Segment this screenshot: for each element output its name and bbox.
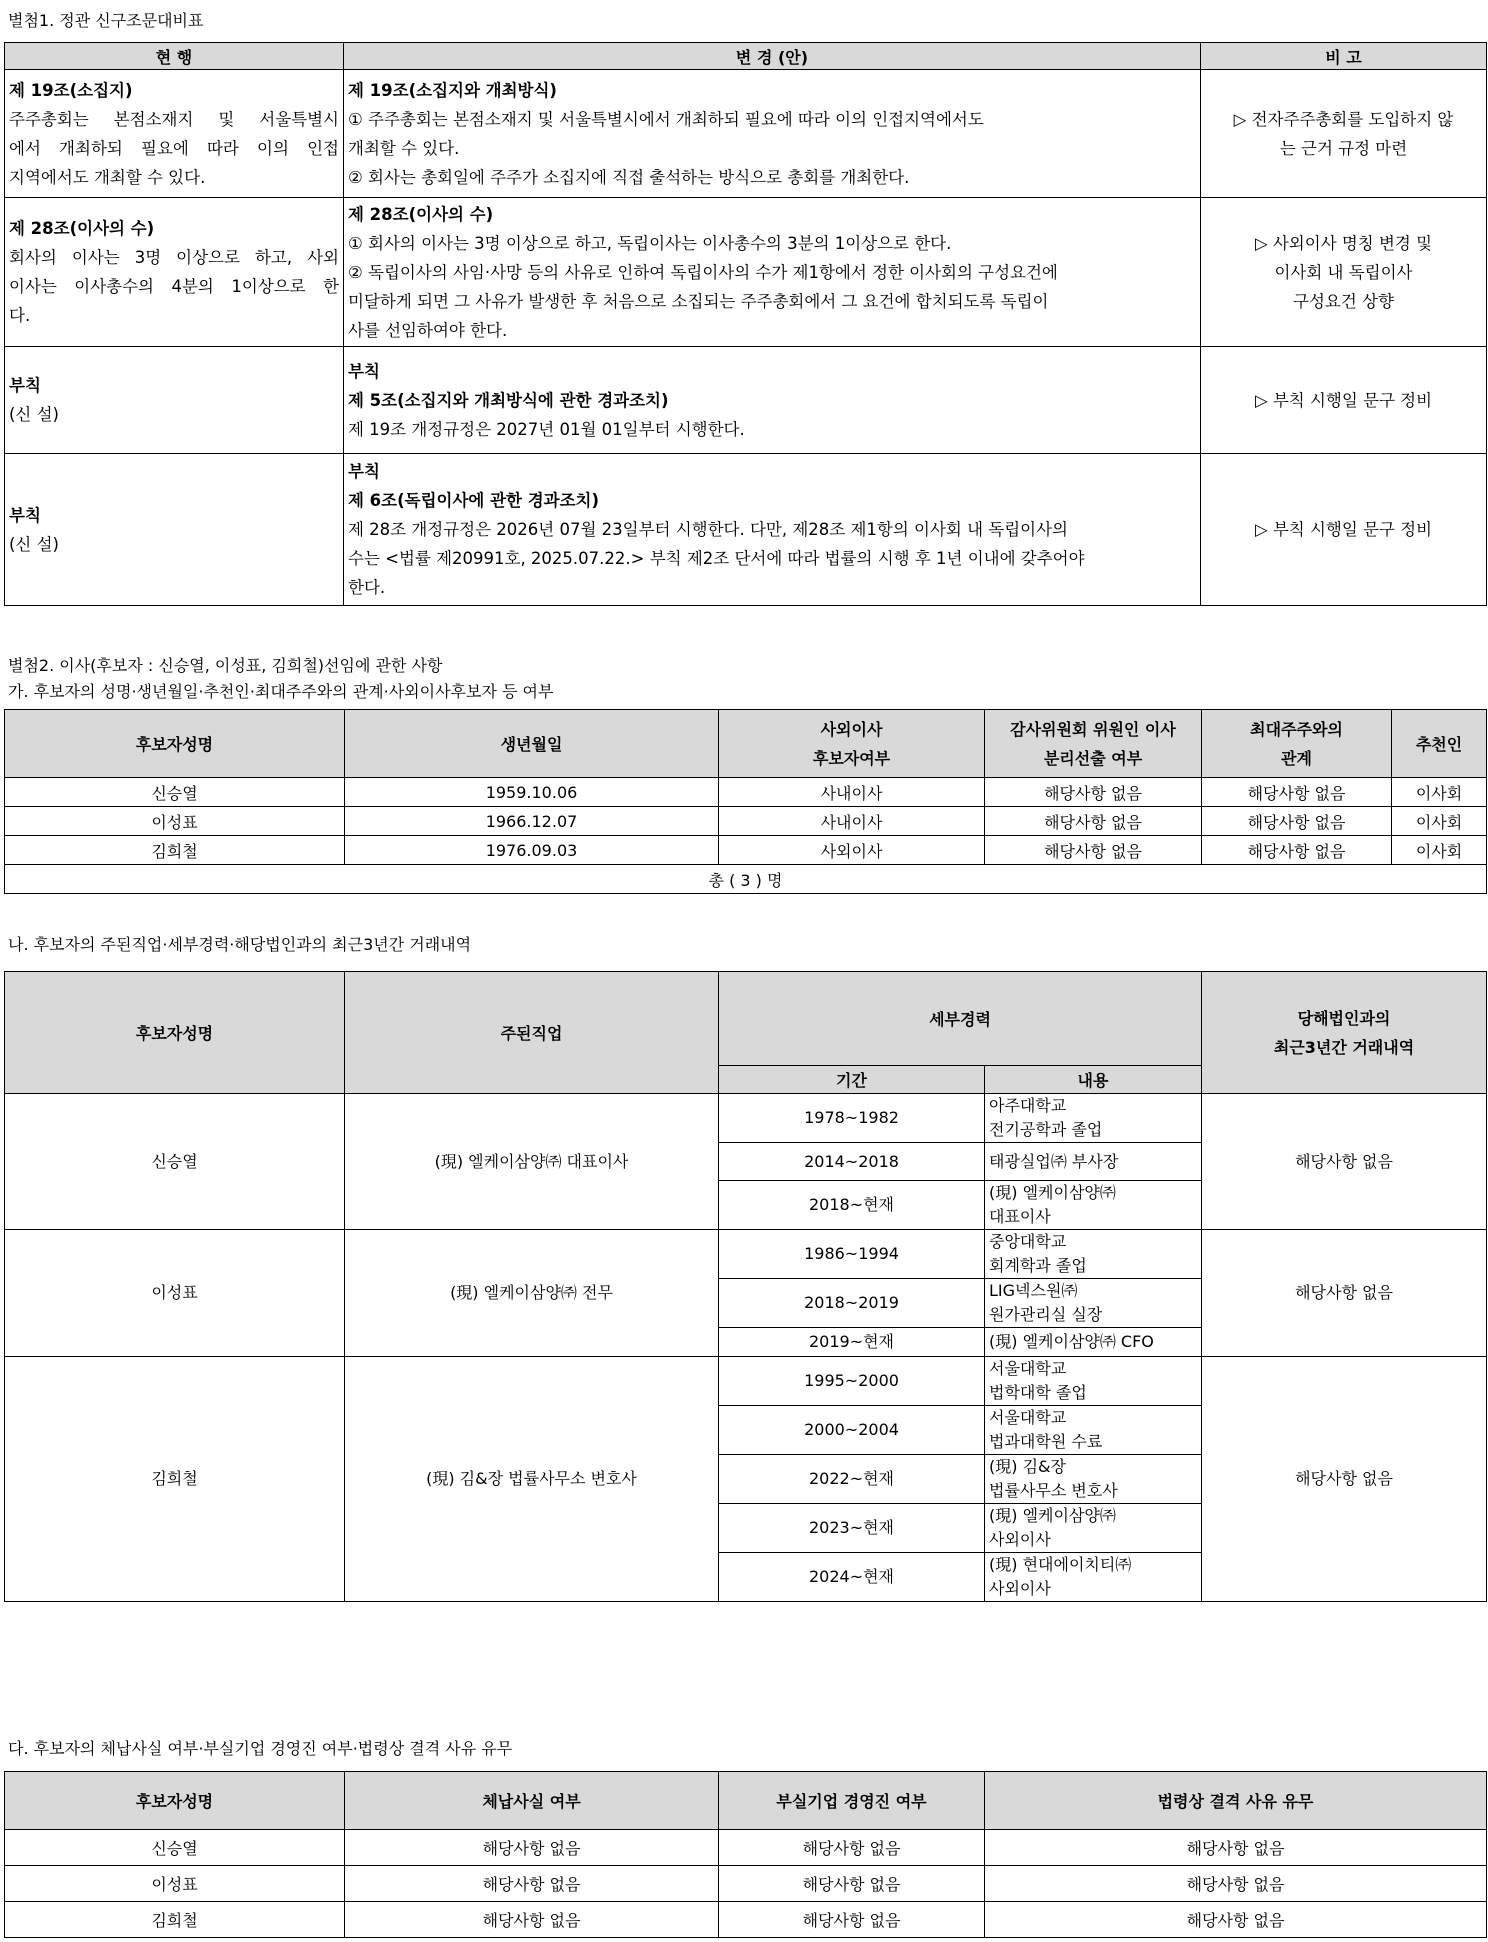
candidate-info-table [4,709,1487,894]
header-text: 후보자여부 [812,748,891,768]
change-subtitle: 제 5조(소집지와 개최방식에 관한 경과조치) [348,390,669,410]
header-career: 세부경력 [719,972,1202,1066]
change-cell [344,347,1201,454]
career-content-line: 태광실업㈜ 부사장 [989,1151,1119,1171]
career-period: 2000~2004 [719,1406,985,1455]
change-line: ② 독립이사의 사임·사망 등의 사유로 인하여 독립이사의 수가 제1항에서 정한 이사회의 구성요건에 [348,262,1058,282]
note-line: ▷ 부칙 시행일 문구 정비 [1254,390,1433,410]
section2-title: 별첨2. 이사(후보자 : 신승열, 이성표, 김희철)선임에 관한 사항 [8,656,443,675]
header-text: 감사위원회 위원인 이사 [1010,719,1176,739]
career-period: 2024~현재 [719,1553,985,1602]
header-job: 주된직업 [345,972,719,1094]
career-content-line: LIG넥스원㈜ [989,1281,1078,1300]
current-line: 이사는 이사총수의 4분의 1이상으로 한 [9,277,339,296]
career-content-line: 법과대학원 수료 [989,1432,1103,1451]
career-content-line: (現) 엘케이삼양㈜ [989,1183,1116,1202]
table-row [5,778,1487,807]
change-line: ① 회사의 이사는 3명 이상으로 하고, 독립이사는 이사총수의 3분의 1이상으로 한다. [348,233,952,253]
current-title: 부칙 [9,376,41,395]
cell: 사내이사 [719,778,985,807]
career-content [985,1279,1202,1328]
header-name: 후보자성명 [5,1772,345,1830]
header-text: 생년월일 [500,735,563,754]
header-content: 내용 [985,1066,1202,1094]
current-title: 제 19조(소집지) [9,80,133,100]
change-cell [344,198,1201,347]
header-insolvent: 부실기업 경영진 여부 [719,1772,985,1830]
career-content [985,1504,1202,1553]
career-content [985,1357,1202,1406]
current-line: (신 설) [9,405,59,424]
career-content [985,1181,1202,1230]
article-row [5,70,1487,198]
change-line: 사를 선임하여야 한다. [348,320,508,340]
candidate-job: (現) 엘케이삼양㈜ 대표이사 [345,1094,719,1230]
cell: 해당사항 없음 [985,778,1202,807]
header-text: 후보자성명 [135,735,214,754]
change-title: 제 28조(이사의 수) [348,204,494,224]
current-cell [5,70,344,198]
cell: 해당사항 없음 [985,836,1202,865]
header-text: 당해법인과의 [1297,1008,1391,1028]
note-cell [1201,198,1487,347]
cell: 해당사항 없음 [985,1902,1487,1938]
cell: 이사회 [1392,836,1487,865]
article-row [5,347,1487,454]
articles-comparison-table [4,42,1487,606]
cell: 이사회 [1392,807,1487,836]
current-line: 주주총회는 본점소재지 및 서울특별시 [9,109,339,129]
header-birth [345,710,719,778]
career-content-line: 법률사무소 변호사 [989,1481,1118,1500]
career-content [985,1230,1202,1279]
change-subtitle: 제 6조(독립이사에 관한 경과조치) [348,491,600,510]
cell: 사외이사 [719,836,985,865]
cell: 해당사항 없음 [719,1866,985,1902]
career-row [5,1094,1487,1143]
article-row [5,454,1487,606]
career-row [5,1230,1487,1279]
change-title: 부칙 [348,462,380,481]
career-content-line: (現) 현대에이치티㈜ [989,1555,1132,1574]
current-line: 에서 개최하되 필요에 따라 이의 인접 [9,138,339,158]
career-period: 2023~현재 [719,1504,985,1553]
career-content-line: 서울대학교 [989,1408,1067,1427]
cell: 1959.10.06 [345,778,719,807]
cell: 김희철 [5,836,345,865]
current-line: 회사의 이사는 3명 이상으로 하고, 사외 [9,248,339,267]
candidate-name: 신승열 [5,1094,345,1230]
career-period: 2019~현재 [719,1328,985,1357]
career-content-line: 전기공학과 졸업 [989,1120,1103,1139]
header-text: 최근3년간 거래내역 [1273,1037,1415,1057]
cell: 1966.12.07 [345,807,719,836]
current-line: 지역에서도 개최할 수 있다. [9,167,206,187]
change-line: 개최할 수 있다. [348,138,460,158]
career-content-line: 회계학과 졸업 [989,1256,1087,1275]
header-note: 비 고 [1201,43,1487,70]
change-line: ① 주주총회는 본점소재지 및 서울특별시에서 개최하되 필요에 따라 이의 인접지역에서도 [348,109,984,129]
candidate-job: (現) 엘케이삼양㈜ 전무 [345,1230,719,1357]
candidate-job: (現) 김&장 법률사무소 변호사 [345,1357,719,1602]
header-audit [985,710,1202,778]
note-cell [1201,70,1487,198]
current-cell [5,347,344,454]
eligibility-table [4,1771,1487,1938]
cell: 1976.09.03 [345,836,719,865]
change-cell [344,70,1201,198]
header-relation [1202,710,1392,778]
career-content-line: 원가관리실 실장 [989,1305,1103,1324]
header-change: 변 경 (안) [344,43,1201,70]
career-content-line: 서울대학교 [989,1359,1067,1378]
header-name: 후보자성명 [5,972,345,1094]
career-content [985,1553,1202,1602]
header-arrears: 체납사실 여부 [345,1772,719,1830]
career-content [985,1143,1202,1181]
change-line: ② 회사는 총회일에 주주가 소집지에 직접 출석하는 방식으로 총회를 개최한다. [348,167,910,187]
cell: 해당사항 없음 [719,1830,985,1866]
career-content-line: 아주대학교 [989,1096,1067,1115]
table-row [5,836,1487,865]
current-cell [5,454,344,606]
change-title: 부칙 [348,361,380,381]
change-title: 제 19조(소집지와 개최방식) [348,80,557,100]
header-text: 분리선출 여부 [1043,748,1143,768]
table-row [5,1902,1487,1938]
note-cell [1201,347,1487,454]
cell: 해당사항 없음 [345,1830,719,1866]
article-row [5,198,1487,347]
section2-subtitle: 가. 후보자의 성명·생년월일·추천인·최대주주와의 관계·사외이사후보자 등 여부 [8,682,554,701]
change-line: 미달하게 되면 그 사유가 발생한 후 처음으로 소집되는 주주총회에서 그 요건에 합치되도록 독립이 [348,291,1049,311]
change-line: 수는 <법률 제20991호, 2025.07.22.> 부칙 제2조 단서에 따라 법률의 시행 후 1년 이내에 갖추어야 [348,549,1085,568]
table-row [5,1830,1487,1866]
header-period: 기간 [719,1066,985,1094]
note-line: ▷ 부칙 시행일 문구 정비 [1254,520,1433,539]
header-deal [1202,972,1487,1094]
current-cell [5,198,344,347]
cell: 해당사항 없음 [985,1830,1487,1866]
career-content-line: 사외이사 [989,1530,1051,1549]
candidate-deal: 해당사항 없음 [1202,1357,1487,1602]
current-line: (신 설) [9,534,59,554]
career-period: 2022~현재 [719,1455,985,1504]
change-line: 한다. [348,578,386,597]
table-row [5,807,1487,836]
total-count: 총 ( 3 ) 명 [5,865,1487,894]
career-table [4,971,1487,1602]
career-content [985,1455,1202,1504]
note-line: 는 근거 규정 마련 [1279,138,1408,158]
career-content-line: (現) 엘케이삼양㈜ CFO [989,1332,1154,1351]
career-content-line: 법학대학 졸업 [989,1383,1087,1402]
cell: 해당사항 없음 [985,1866,1487,1902]
career-content-line: 중앙대학교 [989,1232,1067,1251]
career-content [985,1328,1202,1357]
note-cell [1201,454,1487,606]
career-period: 2018~2019 [719,1279,985,1328]
header-name [5,710,345,778]
header-recommender [1392,710,1487,778]
cell: 이성표 [5,1866,345,1902]
header-outside [719,710,985,778]
change-line: 제 19조 개정규정은 2027년 01월 01일부터 시행한다. [348,419,745,439]
change-line: 제 28조 개정규정은 2026년 07월 23일부터 시행한다. 다만, 제28조 제1항의 이사회 내 독립이사의 [348,520,1068,539]
note-line: ▷ 전자주주총회를 도입하지 않 [1233,109,1454,129]
candidate-deal: 해당사항 없음 [1202,1094,1487,1230]
header-current: 현 행 [5,43,344,70]
note-line: 이사회 내 독립이사 [1274,262,1413,282]
candidate-deal: 해당사항 없음 [1202,1230,1487,1357]
section4-title: 다. 후보자의 체납사실 여부·부실기업 경영진 여부·법령상 결격 사유 유무 [8,1739,513,1758]
note-line: 구성요건 상향 [1293,291,1394,311]
career-content-line: 대표이사 [989,1207,1051,1226]
total-row [5,865,1487,894]
candidate-name: 김희철 [5,1357,345,1602]
cell: 해당사항 없음 [1202,807,1392,836]
cell: 해당사항 없음 [1202,778,1392,807]
career-content [985,1406,1202,1455]
career-content [985,1094,1202,1143]
header-disqualify: 법령상 결격 사유 유무 [985,1772,1487,1830]
header-text: 최대주주와의 [1250,719,1343,739]
career-period: 2018~현재 [719,1181,985,1230]
section3-title: 나. 후보자의 주된직업·세부경력·해당법인과의 최근3년간 거래내역 [8,935,472,954]
cell: 해당사항 없음 [1202,836,1392,865]
current-title: 제 28조(이사의 수) [9,219,155,238]
cell: 해당사항 없음 [985,807,1202,836]
cell: 이사회 [1392,778,1487,807]
cell: 해당사항 없음 [719,1902,985,1938]
header-text: 사외이사 [820,719,883,739]
section1-title: 별첨1. 정관 신구조문대비표 [8,11,204,30]
cell: 이성표 [5,807,345,836]
career-period: 1986~1994 [719,1230,985,1279]
career-period: 1995~2000 [719,1357,985,1406]
header-text: 추천인 [1415,735,1463,754]
career-period: 2014~2018 [719,1143,985,1181]
current-line: 다. [9,306,31,325]
note-line: ▷ 사외이사 명칭 변경 및 [1254,233,1433,253]
cell: 신승열 [5,1830,345,1866]
cell: 사내이사 [719,807,985,836]
career-period: 1978~1982 [719,1094,985,1143]
cell: 신승열 [5,778,345,807]
cell: 해당사항 없음 [345,1902,719,1938]
cell: 해당사항 없음 [345,1866,719,1902]
career-content-line: (現) 엘케이삼양㈜ [989,1506,1116,1525]
cell: 김희철 [5,1902,345,1938]
header-text: 관계 [1281,748,1312,768]
career-row [5,1357,1487,1406]
table-row [5,1866,1487,1902]
change-cell [344,454,1201,606]
current-title: 부칙 [9,505,41,525]
career-content-line: 사외이사 [989,1579,1051,1598]
career-content-line: (現) 김&장 [989,1457,1066,1476]
candidate-name: 이성표 [5,1230,345,1357]
